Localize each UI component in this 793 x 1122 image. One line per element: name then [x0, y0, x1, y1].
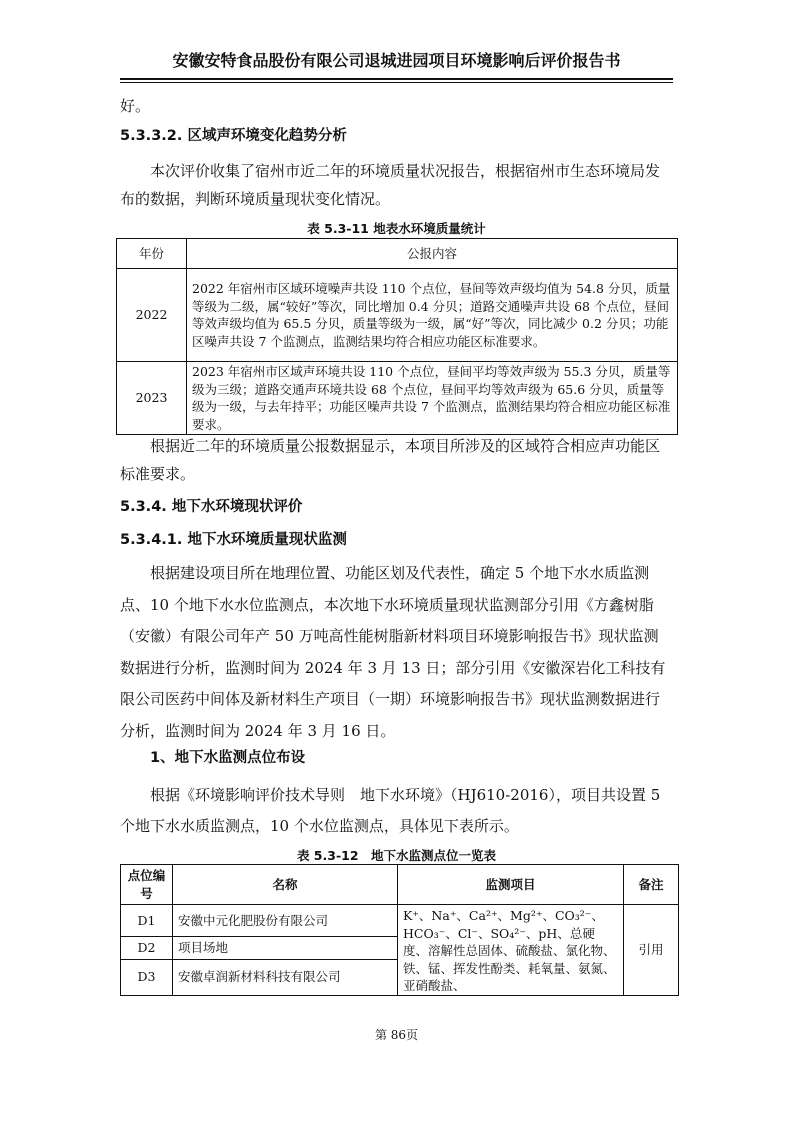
section-5-3-3-2-paragraph: 本次评价收集了宿州市近二年的环境质量状况报告，根据宿州市生态环境局发布的数据，判断环境质量现状变化情况。 — [120, 162, 661, 208]
table-row — [117, 269, 678, 362]
bulletin-content-cell: 2023 年宿州市区域声环境共设 110 个点位，昼间平均等效声级为 55.3 分贝，质量等级为三级；道路交通声环境共设 68 个点位，昼间平均等效声级为 65.6 分贝，质量等级为一级，与去年持平；功能区噪声共设 7 个监测点，监测结果均符合相应功能区标准要求。 — [187, 362, 678, 435]
point-id-cell: D3 — [121, 959, 173, 995]
header-name: 名称 — [173, 865, 398, 905]
intro-tail-text: 好。 — [120, 97, 151, 115]
point-name-cell: 安徽卓润新材料科技有限公司 — [173, 959, 398, 995]
remark-cell: 引用 — [624, 905, 679, 996]
point-id-cell: D2 — [121, 936, 173, 959]
header-content: 公报内容 — [187, 239, 678, 269]
subsection-1-paragraph: 根据《环境影响评价技术导则 地下水环境》（HJ610-2016），项目共设置 5 个地下水水质监测点，10 个水位监测点，具体见下表所示。 — [120, 786, 661, 835]
point-name-cell: 安徽中元化肥股份有限公司 — [173, 905, 398, 937]
section-5-3-4-1-paragraph: 根据建设项目所在地理位置、功能区划及代表性，确定 5 个地下水水质监测点、10 个地下水水位监测点，本次地下水环境质量现状监测部分引用《方鑫树脂（安徽）有限公司年产 50 万吨高性能树脂新材料项目环境影响报告书》现状监测数据进行分析，监测时间为 2024 年 3 月 13 日；部分引用《安徽深岩化工科技有限公司医药中间体及新材料生产项目（一期）环境影响报告书》现状监测数据进行分析，监测时间为 2024 年 3 月 16 日。 — [120, 564, 666, 740]
monitoring-items-cell: K⁺、Na⁺、Ca²⁺、Mg²⁺、CO₃²⁻、HCO₃⁻、Cl⁻、SO₄²⁻、pH、总硬度、溶解性总固体、硫酸盐、氯化物、铁、锰、挥发性酚类、耗氧量、氨氮、亚硝酸盐、 — [398, 905, 624, 996]
table-row — [117, 362, 678, 435]
section-5-3-4-heading: 5.3.4. 地下水环境现状评价 — [120, 499, 303, 515]
point-name-cell: 项目场地 — [173, 936, 398, 959]
table-header-row — [117, 239, 678, 269]
page-number: 第 86页 — [374, 1028, 419, 1042]
section-5-3-3-2-heading: 5.3.3.2. 区域声环境变化趋势分析 — [120, 128, 347, 144]
table-row — [121, 905, 679, 937]
table-header-row — [121, 865, 679, 905]
header-point-id: 点位编号 — [121, 865, 173, 905]
year-cell: 2022 — [117, 269, 187, 362]
bulletin-content-cell: 2022 年宿州市区域环境噪声共设 110 个点位，昼间等效声级均值为 54.8 分贝，质量等级为二级，属“较好”等次，同比增加 0.4 分贝；道路交通噪声共设 68 个点位，昼间等效声级均值为 65.5 分贝，质量等级为一级，属“好”等次，同比减少 0.2 分贝；功能区噪声共设 7 个监测点，监测结果均符合相应功能区标准要求。 — [187, 269, 678, 362]
section-5-3-4-1-heading: 5.3.4.1. 地下水环境质量现状监测 — [120, 532, 347, 548]
subsection-1-heading: 1、地下水监测点位布设 — [150, 750, 306, 766]
year-cell: 2023 — [117, 362, 187, 435]
table-5-3-12-caption: 表 5.3-12 地下水监测点位一览表 — [296, 848, 497, 863]
page-header-title: 安徽安特食品股份有限公司退城进园项目环境影响后评价报告书 — [172, 51, 621, 70]
header-year: 年份 — [117, 239, 187, 269]
table-5-3-11 — [116, 238, 678, 435]
conclusion-paragraph: 根据近二年的环境质量公报数据显示，本项目所涉及的区域符合相应声功能区标准要求。 — [120, 437, 661, 483]
header-remark: 备注 — [624, 865, 679, 905]
table-5-3-12 — [120, 864, 679, 996]
header-monitoring-items: 监测项目 — [398, 865, 624, 905]
point-id-cell: D1 — [121, 905, 173, 937]
header-rule-thin — [120, 82, 673, 83]
header-rule-thick — [120, 78, 673, 80]
table-5-3-11-caption: 表 5.3-11 地表水环境质量统计 — [307, 221, 486, 236]
